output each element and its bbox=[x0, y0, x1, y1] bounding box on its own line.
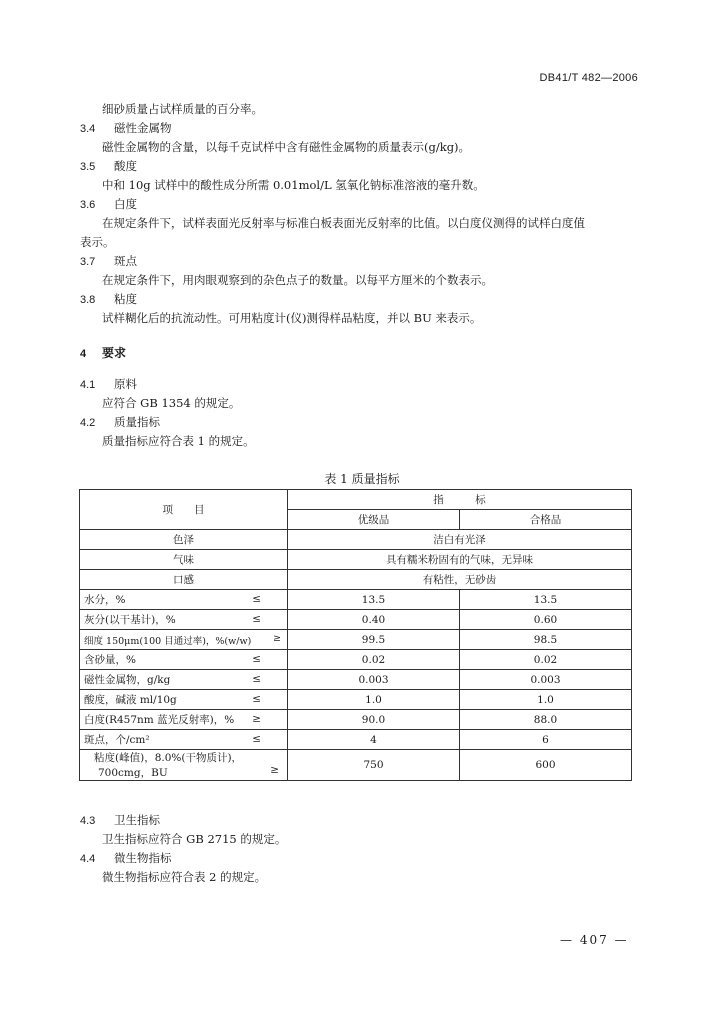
section-title: 原料 bbox=[114, 377, 137, 391]
row-item-label: 水分，% bbox=[84, 594, 126, 606]
value-superior: 0.003 bbox=[288, 670, 460, 690]
section-number: 4.2 bbox=[80, 417, 96, 429]
section-number: 4.4 bbox=[80, 853, 96, 865]
section-title: 微生物指标 bbox=[114, 851, 172, 865]
row-item-label: 灰分(以干基计)，% bbox=[84, 614, 176, 626]
comparison-sign: ≤ bbox=[252, 733, 261, 745]
row-item bbox=[80, 590, 288, 610]
table-row bbox=[80, 670, 632, 690]
value-superior: 750 bbox=[288, 750, 460, 781]
row-item: 气味 bbox=[80, 550, 288, 570]
row-item-label: 含砂量，% bbox=[84, 654, 136, 666]
section-number: 4.1 bbox=[80, 379, 96, 391]
section-4-heading bbox=[80, 346, 126, 361]
section-4-2-body: 质量指标应符合表 1 的规定。 bbox=[102, 434, 255, 448]
row-item bbox=[80, 730, 288, 750]
section-number: 3.8 bbox=[80, 294, 96, 306]
section-number: 4.3 bbox=[80, 815, 96, 827]
value-superior: 0.40 bbox=[288, 610, 460, 630]
comparison-sign: ≤ bbox=[252, 593, 261, 605]
section-number: 3.7 bbox=[80, 256, 96, 268]
value-qualified: 0.003 bbox=[460, 670, 632, 690]
section-3-5-heading bbox=[80, 159, 137, 174]
table-row bbox=[80, 570, 632, 590]
section-number: 3.4 bbox=[80, 123, 96, 135]
row-item-label: 白度(R457nm 蓝光反射率)，% bbox=[84, 714, 235, 726]
table-caption: 表 1 质量指标 bbox=[324, 472, 400, 486]
section-title: 酸度 bbox=[114, 159, 137, 173]
row-item bbox=[80, 650, 288, 670]
section-title: 要求 bbox=[102, 346, 127, 360]
comparison-sign: ≤ bbox=[252, 673, 261, 685]
section-title: 质量指标 bbox=[114, 415, 160, 429]
comparison-sign: ≤ bbox=[252, 693, 261, 705]
section-3-4-heading bbox=[80, 121, 172, 136]
table-row bbox=[80, 710, 632, 730]
section-title: 磁性金属物 bbox=[114, 121, 172, 135]
value-superior: 0.02 bbox=[288, 650, 460, 670]
value-qualified: 600 bbox=[460, 750, 632, 781]
section-title: 白度 bbox=[114, 197, 137, 211]
section-4-1-body: 应符合 GB 1354 的规定。 bbox=[102, 396, 241, 410]
header-item: 项 目 bbox=[80, 490, 288, 530]
value-qualified: 0.02 bbox=[460, 650, 632, 670]
section-number: 3.5 bbox=[80, 161, 96, 173]
value-qualified: 6 bbox=[460, 730, 632, 750]
row-item-label: 酸度，碱液 ml/10g bbox=[84, 694, 177, 706]
table-row bbox=[80, 730, 632, 750]
row-item bbox=[80, 610, 288, 630]
comparison-sign: ≤ bbox=[252, 613, 261, 625]
table-row bbox=[80, 610, 632, 630]
row-item: 色泽 bbox=[80, 530, 288, 550]
table-row bbox=[80, 690, 632, 710]
table-row bbox=[80, 650, 632, 670]
row-value: 洁白有光泽 bbox=[288, 530, 632, 550]
section-4-4-heading bbox=[80, 851, 172, 866]
row-value: 具有糯米粉固有的气味，无异味 bbox=[288, 550, 632, 570]
value-superior: 4 bbox=[288, 730, 460, 750]
table-row bbox=[80, 530, 632, 550]
section-number: 4 bbox=[80, 348, 87, 360]
comparison-sign: ≥ bbox=[270, 764, 279, 776]
row-item-label: 细度 150μm(100 目通过率)，%(w/w) bbox=[84, 635, 252, 647]
header-grade-superior: 优级品 bbox=[288, 510, 460, 530]
section-4-4-body: 微生物指标应符合表 2 的规定。 bbox=[102, 870, 267, 884]
table-row bbox=[80, 750, 632, 781]
value-qualified: 1.0 bbox=[460, 690, 632, 710]
section-3-6-heading bbox=[80, 197, 137, 212]
table-row bbox=[80, 630, 632, 650]
page-number: — 407 — bbox=[560, 933, 629, 947]
row-item bbox=[80, 690, 288, 710]
row-item bbox=[80, 630, 288, 650]
section-3-5-body: 中和 10g 试样中的酸性成分所需 0.01mol/L 氢氧化钠标准溶液的毫升数。 bbox=[102, 178, 485, 192]
section-3-8-heading bbox=[80, 292, 137, 307]
comparison-sign: ≥ bbox=[273, 633, 281, 644]
standard-code: DB41/T 482—2006 bbox=[539, 72, 638, 84]
section-4-1-heading bbox=[80, 377, 137, 392]
value-superior: 99.5 bbox=[288, 630, 460, 650]
section-3-6-body-line-2: 表示。 bbox=[80, 235, 115, 249]
section-title: 卫生指标 bbox=[114, 813, 160, 827]
section-4-2-heading bbox=[80, 415, 160, 430]
comparison-sign: ≥ bbox=[252, 713, 261, 725]
row-item bbox=[80, 710, 288, 730]
quality-index-table bbox=[79, 489, 632, 781]
value-superior: 1.0 bbox=[288, 690, 460, 710]
row-item-label-line-1: 粘度(峰值)，8.0%(干物质计)， bbox=[94, 752, 243, 764]
section-number: 3.6 bbox=[80, 199, 96, 211]
section-title: 斑点 bbox=[114, 254, 137, 268]
value-qualified: 98.5 bbox=[460, 630, 632, 650]
value-qualified: 0.60 bbox=[460, 610, 632, 630]
value-qualified: 13.5 bbox=[460, 590, 632, 610]
section-4-3-body: 卫生指标应符合 GB 2715 的规定。 bbox=[102, 832, 287, 846]
value-superior: 13.5 bbox=[288, 590, 460, 610]
header-index: 指 标 bbox=[288, 490, 632, 510]
row-item-label: 斑点，个/cm² bbox=[84, 734, 150, 746]
row-item bbox=[80, 670, 288, 690]
section-3-8-body: 试样糊化后的抗流动性。可用粘度计(仪)测得样品粘度，并以 BU 来表示。 bbox=[102, 311, 482, 325]
table-row bbox=[80, 550, 632, 570]
comparison-sign: ≤ bbox=[252, 653, 261, 665]
section-4-3-heading bbox=[80, 813, 160, 828]
header-grade-qualified: 合格品 bbox=[460, 510, 632, 530]
row-value: 有粘性，无砂齿 bbox=[288, 570, 632, 590]
row-item: 口感 bbox=[80, 570, 288, 590]
row-item-label-line-2: 700cmg，BU bbox=[98, 767, 168, 779]
row-item bbox=[80, 750, 288, 781]
section-title: 粘度 bbox=[114, 292, 137, 306]
intro-line: 细砂质量占试样质量的百分率。 bbox=[102, 102, 263, 116]
section-3-7-body: 在规定条件下，用肉眼观察到的杂色点子的数量。以每平方厘米的个数表示。 bbox=[102, 273, 493, 287]
value-superior: 90.0 bbox=[288, 710, 460, 730]
section-3-6-body-line-1: 在规定条件下，试样表面光反射率与标准白板表面光反射率的比值。以白度仪测得的试样白度值 bbox=[102, 216, 585, 230]
row-item-label: 磁性金属物，g/kg bbox=[84, 674, 171, 686]
section-3-4-body: 磁性金属物的含量，以每千克试样中含有磁性金属物的质量表示(g/kg)。 bbox=[102, 140, 471, 154]
section-3-7-heading bbox=[80, 254, 137, 269]
value-qualified: 88.0 bbox=[460, 710, 632, 730]
table-row bbox=[80, 590, 632, 610]
